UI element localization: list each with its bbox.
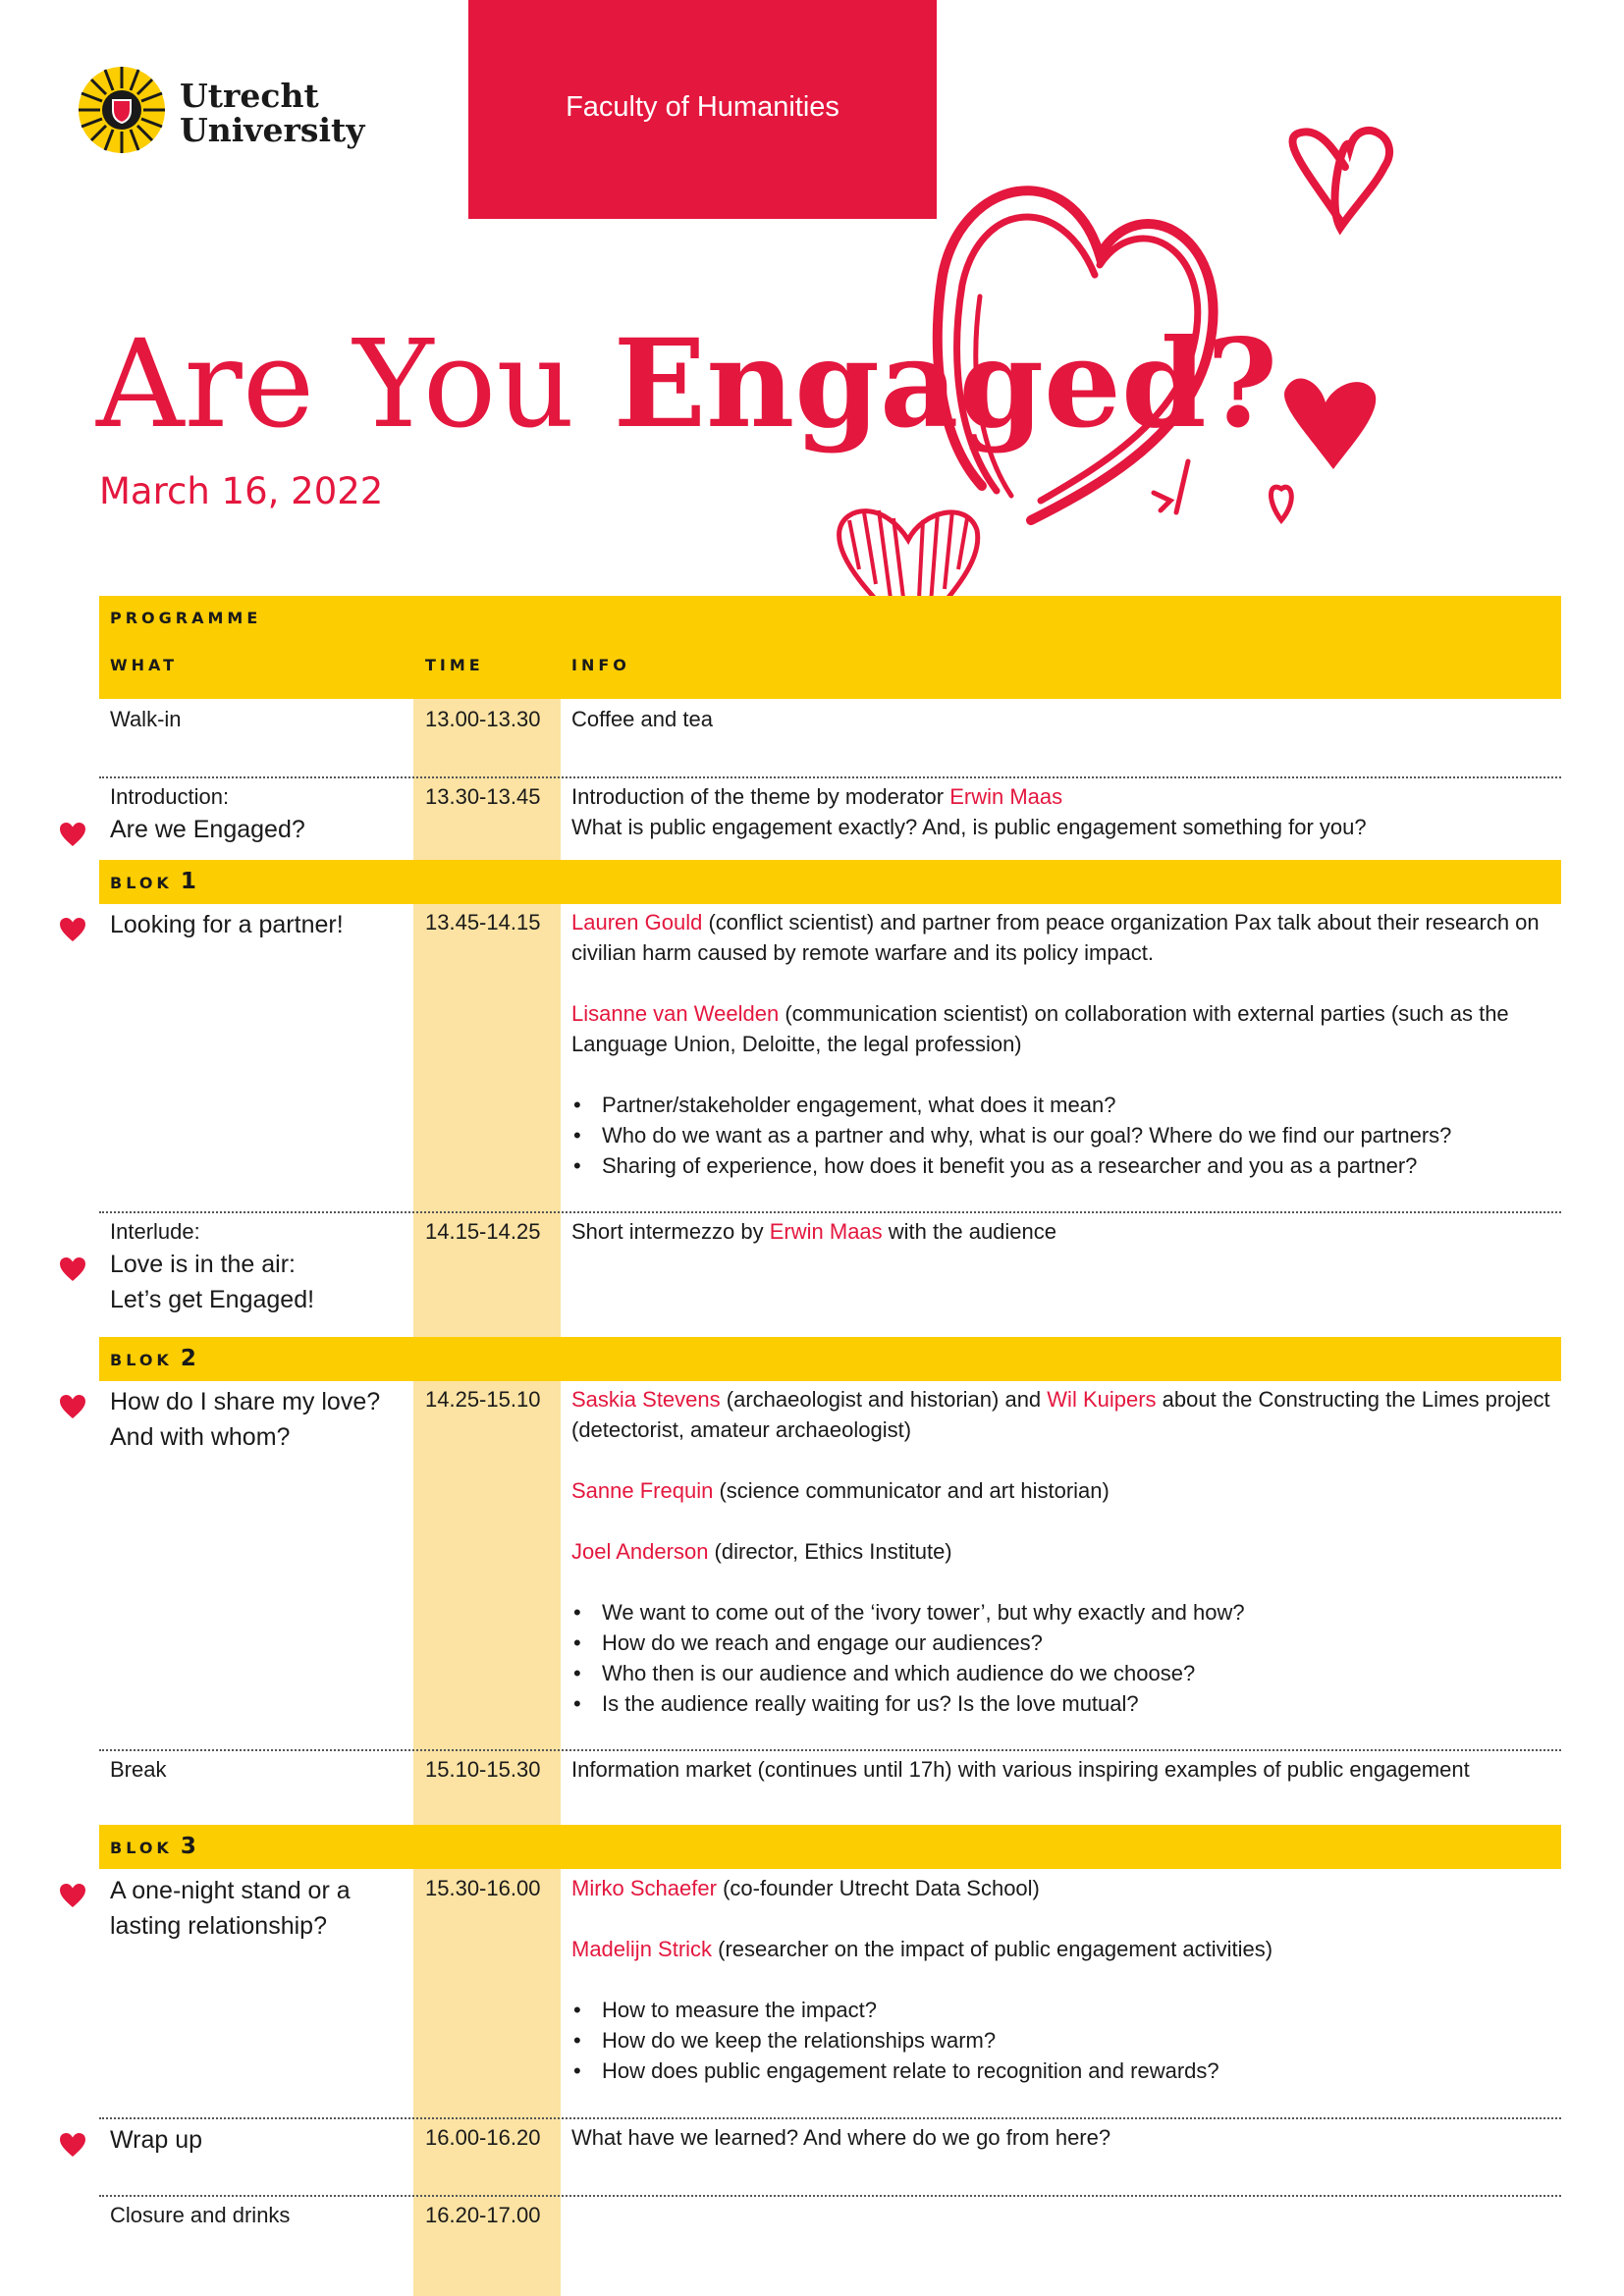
intro-time: 13.30-13.45 (425, 784, 541, 809)
blok-1-label (110, 869, 196, 894)
discussion-point: • Is the audience really waiting for us? Is the love mutual? (571, 1688, 1563, 1719)
wrapup-time: 16.00-16.20 (425, 2125, 541, 2150)
wrapup-what: Wrap up (110, 2126, 203, 2154)
blok2-what (110, 1384, 409, 1455)
blok3-time: 15.30-16.00 (425, 1876, 541, 1900)
interlude-title-line-1: Love is in the air: (110, 1251, 296, 1278)
discussion-point: • Who then is our audience and which audience do we choose? (571, 1658, 1563, 1688)
discussion-points (571, 1597, 1563, 1719)
closure-what: Closure and drinks (110, 2203, 291, 2227)
blok1-what: Looking for a partner! (110, 911, 344, 938)
discussion-point: • Partner/stakeholder engagement, what does it mean? (571, 1090, 1563, 1120)
row-divider (99, 1211, 1561, 1213)
row-divider (99, 2195, 1561, 2197)
walkin-info: Coffee and tea (571, 707, 713, 731)
speaker-description: (archaeologist and historian) and (720, 1387, 1048, 1412)
blok2-time: 14.25-15.10 (425, 1387, 541, 1412)
sun-emblem-icon (77, 61, 167, 159)
time-column-band (413, 699, 561, 2296)
heart-icon (59, 822, 86, 847)
speaker-name: Saskia Stevens (571, 1387, 721, 1412)
page-title (96, 313, 1278, 455)
blok3-info (571, 1873, 1563, 2086)
interlude-info (571, 1216, 1563, 1247)
row-divider (99, 2117, 1561, 2119)
walkin-time: 13.00-13.30 (425, 707, 541, 731)
heart-icon (59, 917, 86, 942)
intro-info-question: What is public engagement exactly? And, is public engagement something for you? (571, 815, 1367, 839)
discussion-point: • How does public engagement relate to recognition and rewards? (571, 2056, 1563, 2086)
walkin-what: Walk-in (110, 707, 182, 731)
blok3-title-line-2: lasting relationship? (110, 1912, 327, 1940)
row-divider (99, 776, 1561, 778)
intro-info-prefix: Introduction of the theme by moderator (571, 784, 950, 809)
interlude-time: 14.15-14.25 (425, 1219, 541, 1244)
row-divider (99, 1749, 1561, 1751)
speaker-description: (co-founder Utrecht Data School) (716, 1876, 1040, 1900)
faculty-label: Faculty of Humanities (566, 91, 839, 123)
intro-info (571, 781, 1563, 842)
discussion-point: • How to measure the impact? (571, 1995, 1563, 2025)
heart-icon (59, 1256, 86, 1282)
speaker-name: Mirko Schaefer (571, 1876, 717, 1900)
speaker-description: (researcher on the impact of public engagement activities) (712, 1937, 1273, 1961)
interlude-info-suffix: with the audience (882, 1219, 1057, 1244)
wrapup-info: What have we learned? And where do we go from here? (571, 2125, 1111, 2150)
logo-wordmark (180, 79, 364, 147)
speaker-description: (director, Ethics Institute) (708, 1539, 952, 1564)
speaker-name: Joel Anderson (571, 1539, 709, 1564)
discussion-point: • Sharing of experience, how does it benefit you as a researcher and you as a partner? (571, 1150, 1563, 1181)
interlude-what-small: Interlude: (110, 1219, 200, 1244)
speaker-description: (communication scientist) on collaboration with external parties (such as the Language Union, Deloitte, the legal profession) (571, 1001, 1509, 1056)
intro-what-small: Introduction: (110, 784, 230, 809)
speaker-name: Sanne Frequin (571, 1478, 714, 1503)
blok-label: BLOK (110, 1839, 173, 1857)
moderator-name: Erwin Maas (769, 1219, 883, 1244)
heart-icon (59, 1883, 86, 1908)
blok3-title-line-1: A one-night stand or a (110, 1877, 351, 1904)
discussion-point: • We want to come out of the ‘ivory tower’, but why exactly and how? (571, 1597, 1563, 1628)
programme-heading: PROGRAMME (110, 609, 262, 627)
programme-header (99, 596, 1561, 699)
title-light: Are You (96, 314, 614, 455)
speaker-description: (science communicator and art historian) (713, 1478, 1110, 1503)
title-bold: Engaged? (613, 313, 1278, 455)
blok-2-label (110, 1346, 196, 1371)
speaker-description: (conflict scientist) and partner from peace organization Pax talk about their research on civilian harm caused by remote warfare and its policy impact. (571, 910, 1540, 965)
break-time: 15.10-15.30 (425, 1757, 541, 1782)
closure-time: 16.20-17.00 (425, 2203, 541, 2227)
speaker-description: about the Constructing the Limes project (detectorist, amateur archaeologist) (571, 1387, 1550, 1442)
blok1-time: 13.45-14.15 (425, 910, 541, 934)
blok2-info (571, 1384, 1563, 1719)
blok2-title-line-1: How do I share my love? (110, 1388, 381, 1415)
discussion-point: • How do we reach and engage our audiences? (571, 1628, 1563, 1658)
heart-icon (59, 1394, 86, 1419)
heart-icon (59, 2132, 86, 2158)
discussion-points (571, 1995, 1563, 2086)
break-info: Information market (continues until 17h) with various inspiring examples of public engagement (571, 1757, 1470, 1782)
blok3-what (110, 1873, 409, 1944)
blok1-info (571, 907, 1563, 1181)
speaker-name: Lisanne van Weelden (571, 1001, 780, 1026)
discussion-points (571, 1090, 1563, 1181)
event-date: March 16, 2022 (99, 470, 384, 512)
blok-3-label (110, 1834, 196, 1859)
blok-1-bar (99, 860, 1561, 904)
speaker-name: Madelijn Strick (571, 1937, 713, 1961)
interlude-what (110, 1216, 409, 1317)
blok-number: 1 (180, 869, 196, 894)
column-header-time: TIME (425, 656, 484, 674)
discussion-point: • Who do we want as a partner and why, what is our goal? Where do we find our partners? (571, 1120, 1563, 1150)
discussion-point: • How do we keep the relationships warm? (571, 2025, 1563, 2056)
speaker-name: Wil Kuipers (1047, 1387, 1157, 1412)
blok-number: 3 (180, 1834, 196, 1859)
university-logo (77, 61, 371, 159)
column-header-what: WHAT (110, 656, 179, 674)
speaker-name: Lauren Gould (571, 910, 703, 934)
logo-line-2: University (180, 111, 365, 149)
interlude-title-line-2: Let’s get Engaged! (110, 1286, 315, 1313)
blok-label: BLOK (110, 874, 173, 892)
break-what: Break (110, 1757, 167, 1782)
blok-2-bar (99, 1337, 1561, 1381)
intro-what (110, 781, 409, 847)
intro-what-title: Are we Engaged? (110, 816, 305, 843)
blok-number: 2 (180, 1346, 196, 1371)
blok-label: BLOK (110, 1351, 173, 1369)
moderator-name: Erwin Maas (949, 784, 1063, 809)
blok2-title-line-2: And with whom? (110, 1423, 291, 1451)
column-header-info: INFO (571, 656, 630, 674)
interlude-info-prefix: Short intermezzo by (571, 1219, 770, 1244)
blok-3-bar (99, 1825, 1561, 1869)
logo-line-1: Utrecht (180, 77, 319, 115)
